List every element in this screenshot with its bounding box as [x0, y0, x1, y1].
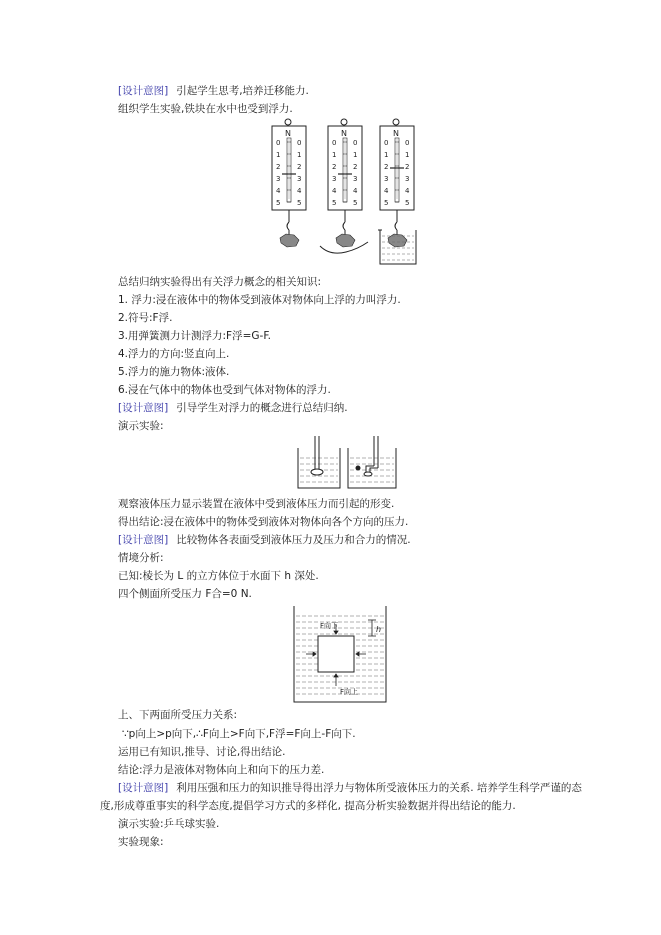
text-line: 3.用弹簧测力计测浮力:F浮=G-F. — [118, 330, 272, 342]
scale-tick-label: 0 — [276, 139, 281, 147]
design-intent-3 — [118, 533, 411, 547]
spring-scale — [320, 119, 368, 253]
scale-tick-label: 5 — [353, 199, 358, 207]
text-line: 已知:棱长为 L 的立方体位于水面下 h 深处. — [118, 570, 319, 582]
scale-tick-label: 5 — [405, 199, 410, 207]
scale-tick-label: 2 — [384, 163, 389, 171]
scale-tick-label: 4 — [405, 187, 410, 195]
design-intent-text: 引起学生思考,培养迁移能力. — [176, 85, 309, 97]
scale-tick-label: 4 — [353, 187, 358, 195]
scale-tick-label: 1 — [353, 151, 358, 159]
iron-block — [280, 234, 299, 247]
design-intent-4 — [118, 781, 582, 795]
text-line: 1. 浮力:浸在液体中的物体受到液体对物体向上浮的力叫浮力. — [118, 294, 401, 306]
force-down-label: F向下 — [320, 622, 339, 630]
scale-tick-label: 2 — [297, 163, 302, 171]
text-line: 演示实验: — [118, 420, 164, 432]
scale-tick-label: 0 — [297, 139, 302, 147]
scale-tick-label: 0 — [353, 139, 358, 147]
scale-tick-label: 3 — [276, 175, 281, 183]
scale-tick-label: 3 — [332, 175, 337, 183]
scale-tick-label: 3 — [405, 175, 410, 183]
scale-tick-label: 2 — [332, 163, 337, 171]
text-line: ∵p向上>p向下,∴F向上>F向下,F浮=F向上-F向下. — [122, 728, 356, 740]
text-line: 上、下两面所受压力关系: — [118, 709, 238, 721]
design-intent-text: 比较物体各表面受到液体压力及压力和合力的情况. — [176, 534, 411, 546]
design-intent-tag: [设计意图] — [118, 782, 169, 794]
pressure-device-figure — [296, 436, 400, 490]
design-intent-tag: [设计意图] — [118, 402, 169, 414]
text-line: 运用已有知识,推导、讨论,得出结论. — [118, 746, 286, 758]
scale-unit-label: N — [341, 129, 347, 138]
spring-scale-figure — [268, 118, 426, 270]
text-line: 总结归纳实验得出有关浮力概念的相关知识: — [118, 276, 322, 288]
scale-tick-label: 2 — [405, 163, 410, 171]
design-intent-1 — [118, 84, 309, 98]
text-line: 2.符号:F浮. — [118, 312, 173, 324]
scale-tick-label: 4 — [384, 187, 389, 195]
scale-tick-label: 5 — [297, 199, 302, 207]
text-line: 实验现象: — [118, 836, 164, 848]
scale-tick-label: 0 — [332, 139, 337, 147]
scale-tick-label: 1 — [276, 151, 281, 159]
spring-scale — [378, 119, 416, 264]
scale-tick-label: 4 — [297, 187, 302, 195]
cube-in-water-figure — [292, 606, 388, 704]
design-intent-tag: [设计意图] — [118, 85, 169, 97]
text-line: 4.浮力的方向:竖直向上. — [118, 348, 230, 360]
scale-tick-label: 0 — [405, 139, 410, 147]
text-line: 组织学生实验,铁块在水中也受到浮力. — [118, 103, 293, 115]
spring-scale — [272, 119, 306, 247]
text-line: 度,形成尊重事实的科学态度,提倡学习方式的多样化, 提高分析实验数据并得出结论的能力. — [100, 800, 516, 812]
text-line: 四个侧面所受压力 F合=0 N. — [118, 588, 252, 600]
scale-tick-label: 1 — [405, 151, 410, 159]
scale-tick-label: 4 — [276, 187, 281, 195]
text-line: 情境分析: — [118, 552, 164, 564]
scale-unit-label: N — [393, 129, 399, 138]
design-intent-text: 利用压强和压力的知识推导得出浮力与物体所受液体压力的关系. 培养学生科学严谨的态 — [176, 782, 582, 794]
scale-tick-label: 4 — [332, 187, 337, 195]
scale-tick-label: 5 — [276, 199, 281, 207]
design-intent-2 — [118, 401, 348, 415]
scale-tick-label: 3 — [353, 175, 358, 183]
text-line: 观察液体压力显示装置在液体中受到液体压力而引起的形变. — [118, 498, 395, 510]
text-line: 结论:浮力是液体对物体向上和向下的压力差. — [118, 764, 325, 776]
design-intent-tag: [设计意图] — [118, 534, 169, 546]
scale-tick-label: 2 — [276, 163, 281, 171]
text-line: 演示实验:乒乓球实验. — [118, 818, 220, 830]
iron-block — [336, 234, 355, 247]
scale-tick-label: 3 — [384, 175, 389, 183]
scale-unit-label: N — [285, 129, 291, 138]
scale-tick-label: 3 — [297, 175, 302, 183]
scale-tick-label: 5 — [384, 199, 389, 207]
scale-tick-label: 1 — [332, 151, 337, 159]
scale-tick-label: 0 — [384, 139, 389, 147]
scale-tick-label: 2 — [353, 163, 358, 171]
text-line: 得出结论:浸在液体中的物体受到液体对物体向各个方向的压力. — [118, 516, 409, 528]
depth-label: h — [376, 625, 382, 634]
design-intent-text: 引导学生对浮力的概念进行总结归纳. — [176, 402, 348, 414]
text-line: 5.浮力的施力物体:液体. — [118, 366, 230, 378]
force-up-label: F向上 — [340, 688, 359, 696]
scale-tick-label: 1 — [384, 151, 389, 159]
text-line: 6.浸在气体中的物体也受到气体对物体的浮力. — [118, 384, 331, 396]
scale-tick-label: 1 — [297, 151, 302, 159]
scale-tick-label: 5 — [332, 199, 337, 207]
